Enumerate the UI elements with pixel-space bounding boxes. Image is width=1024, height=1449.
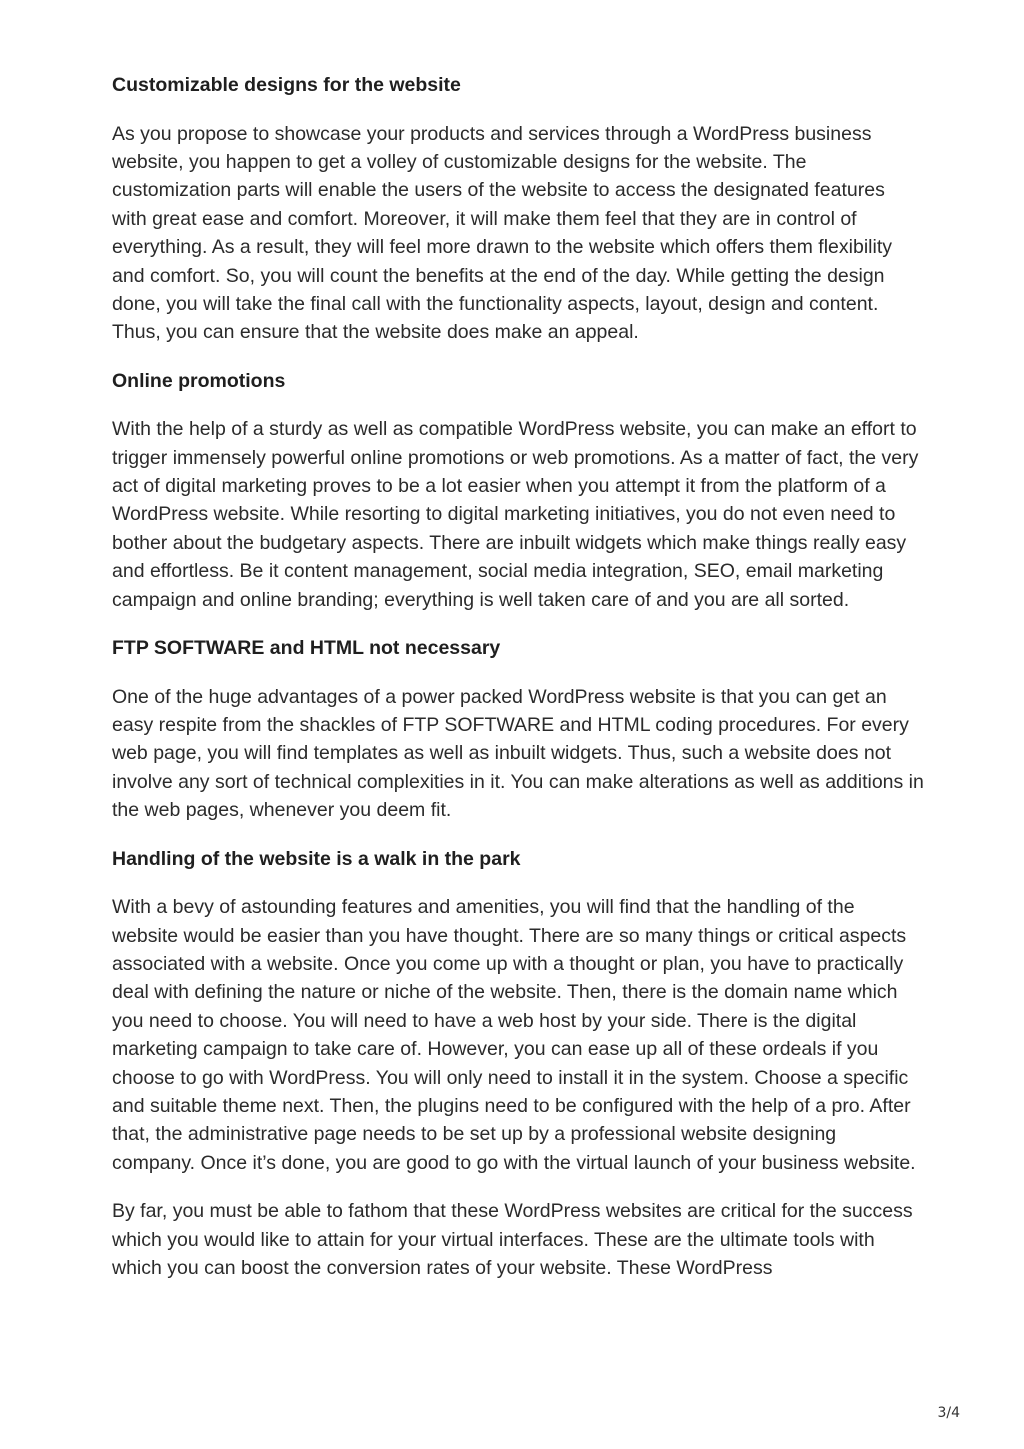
section-heading: Handling of the website is a walk in the park	[112, 847, 521, 870]
paragraph: As you propose to showcase your products and services through a WordPress business website, you happen to get a volley of customizable designs for the website. The customization parts will enable the users of the website to access the designated features with great ease and comfort. Moreover, it will make them feel that they are in control of everything. As a result, they will feel more drawn to the website which offers them flexibility and comfort. So, you will count the benefits at the end of the day. While getting the design done, you will take the final call with the functionality aspects, layout, design and content. Thus, you can ensure that the website does make an appeal.	[112, 122, 892, 344]
page-number: 3/4	[937, 1405, 960, 1421]
section-customizable-designs	[112, 71, 924, 347]
section-heading: Customizable designs for the website	[112, 74, 461, 96]
paragraph: By far, you must be able to fathom that these WordPress websites are critical for the success which you would like to attain for your virtual interfaces. These are the ultimate tools with which you can boost the conversion rates of your website. These WordPress	[112, 1200, 913, 1279]
document-page	[112, 71, 924, 1302]
section-handling-website	[112, 845, 924, 1283]
paragraph: With a bevy of astounding features and amenities, you will find that the handling of the website would be easier than you have thought. There are so many things or critical aspects associated with a website. Once you come up with a thought or plan, you have to practically deal with defining the nature or niche of the website. Then, there is the domain name which you need to choose. You will need to have a web host by your side. There is the digital marketing campaign to take care of. However, you can ease up all of these ordeals if you choose to go with WordPress. You will only need to install it in the system. Choose a specific and suitable theme next. Then, the plugins need to be configured with the help of a pro. After that, the administrative page needs to be set up by a professional website designing company. Once it’s done, you are good to go with the virtual launch of your business website.	[112, 896, 916, 1174]
paragraph: One of the huge advantages of a power packed WordPress website is that you can get an easy respite from the shackles of FTP SOFTWARE and HTML coding procedures. For every web page, you will find templates as well as inbuilt widgets. Thus, such a website does not involve any sort of technical complexities in it. You can make alterations as well as additions in the web pages, whenever you deem fit.	[112, 685, 924, 822]
section-ftp-html	[112, 634, 924, 825]
section-online-promotions	[112, 367, 924, 614]
section-heading: FTP SOFTWARE and HTML not necessary	[112, 637, 501, 660]
paragraph: With the help of a sturdy as well as compatible WordPress website, you can make an effort to trigger immensely powerful online promotions or web promotions. As a matter of fact, the very act of digital marketing proves to be a lot easier when you attempt it from the platform of a WordPress website. While resorting to digital marketing initiatives, you do not even need to bother about the budgetary aspects. There are inbuilt widgets which make things really easy and effortless. Be it content management, social media integration, SEO, email marketing campaign and online branding; everything is well taken care of and you are all sorted.	[112, 418, 919, 611]
section-heading: Online promotions	[112, 369, 286, 392]
